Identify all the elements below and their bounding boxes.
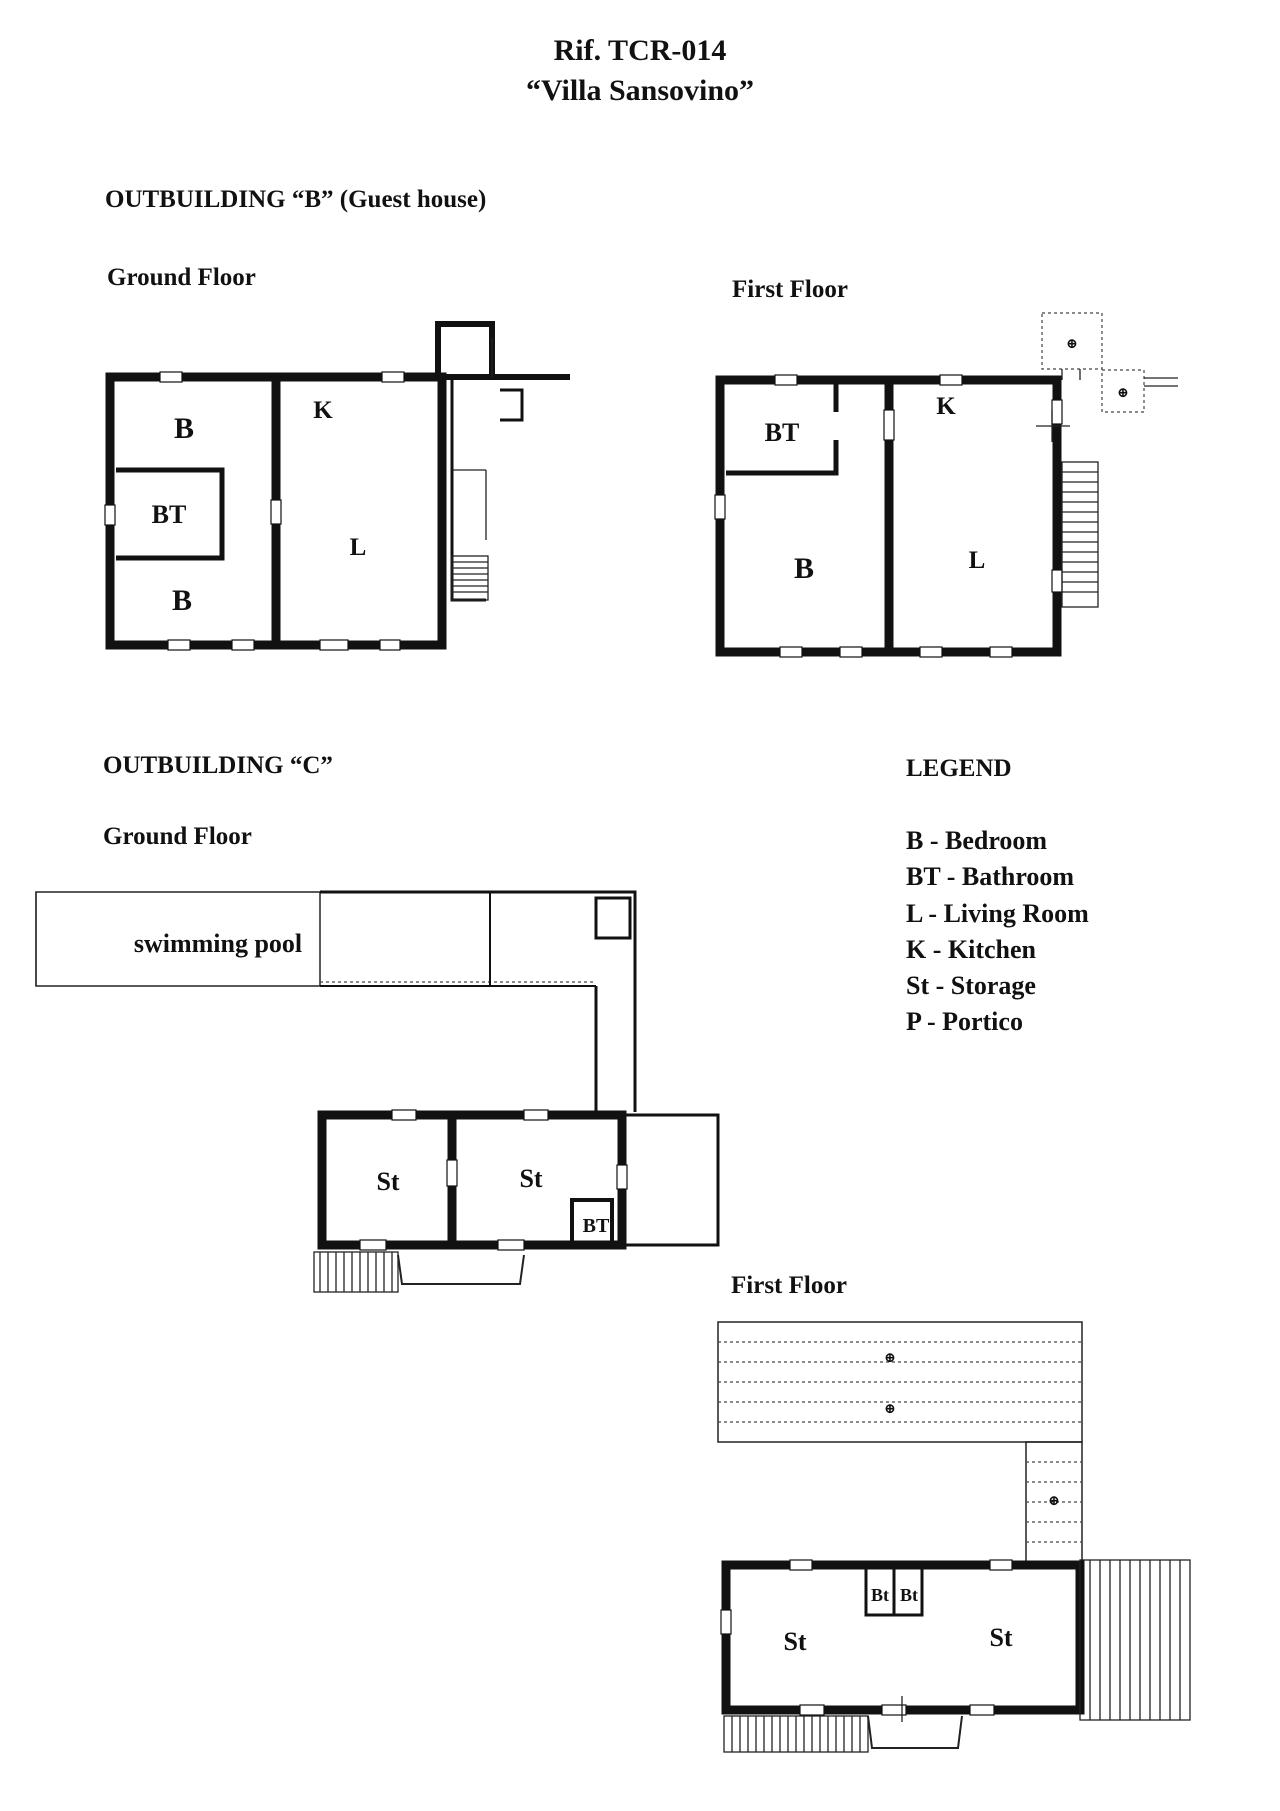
legend-item: B - Bedroom	[906, 826, 1048, 855]
legend-title: LEGEND	[906, 755, 1012, 782]
outbuilding-c-title: OUTBUILDING “C”	[103, 752, 333, 779]
room-label-living-room: L	[349, 534, 367, 561]
outbuilding-b-title: OUTBUILDING “B” (Guest house)	[105, 186, 487, 213]
legend-item: P - Portico	[906, 1007, 1023, 1036]
room-label-bedroom: B	[793, 552, 815, 585]
swimming-pool-label: swimming pool	[133, 929, 303, 958]
outbuilding-c-first-floor-label: First Floor	[731, 1272, 847, 1299]
window	[990, 1560, 1012, 1570]
window	[790, 1560, 812, 1570]
reference-code: Rif. TCR-014	[553, 34, 727, 67]
room-label-storage: St	[519, 1164, 543, 1193]
window	[800, 1705, 824, 1715]
room-label-bathroom: Bt	[900, 1585, 918, 1605]
room-label-storage: St	[989, 1623, 1013, 1652]
legend-item: K - Kitchen	[906, 935, 1036, 964]
legend-item: St - Storage	[906, 971, 1036, 1000]
room-label-bathroom: BT	[582, 1215, 610, 1237]
roof-terrace	[718, 1322, 1082, 1562]
room-label-kitchen: K	[936, 393, 956, 420]
room-label-bathroom: BT	[151, 500, 187, 529]
outbuilding-b-first-floor-label: First Floor	[732, 276, 848, 303]
room-label-bedroom: B	[171, 584, 193, 617]
room-label-bedroom: B	[173, 412, 195, 445]
svg-text:⊕: ⊕	[884, 1402, 896, 1417]
outbuilding-c-ground-floor-label: Ground Floor	[103, 823, 252, 850]
window	[970, 1705, 994, 1715]
room-label-bathroom: Bt	[871, 1585, 889, 1605]
window	[721, 1610, 731, 1634]
svg-text:⊕: ⊕	[884, 1351, 896, 1366]
legend-item: L - Living Room	[906, 899, 1089, 928]
outbuilding-b-ground-floor-label: Ground Floor	[107, 264, 256, 291]
room-label-kitchen: K	[313, 397, 333, 424]
room-label-living-room: L	[968, 547, 986, 574]
portico	[1080, 1560, 1190, 1720]
room-label-storage: St	[783, 1627, 807, 1656]
svg-text:⊕: ⊕	[1117, 386, 1129, 401]
svg-text:⊕: ⊕	[1066, 337, 1078, 352]
villa-name: “Villa Sansovino”	[525, 74, 755, 107]
legend-item: BT - Bathroom	[906, 862, 1075, 891]
stairs	[724, 1716, 868, 1752]
svg-text:⊕: ⊕	[1048, 1494, 1060, 1509]
room-label-bathroom: BT	[764, 418, 800, 447]
room-label-storage: St	[376, 1167, 400, 1196]
